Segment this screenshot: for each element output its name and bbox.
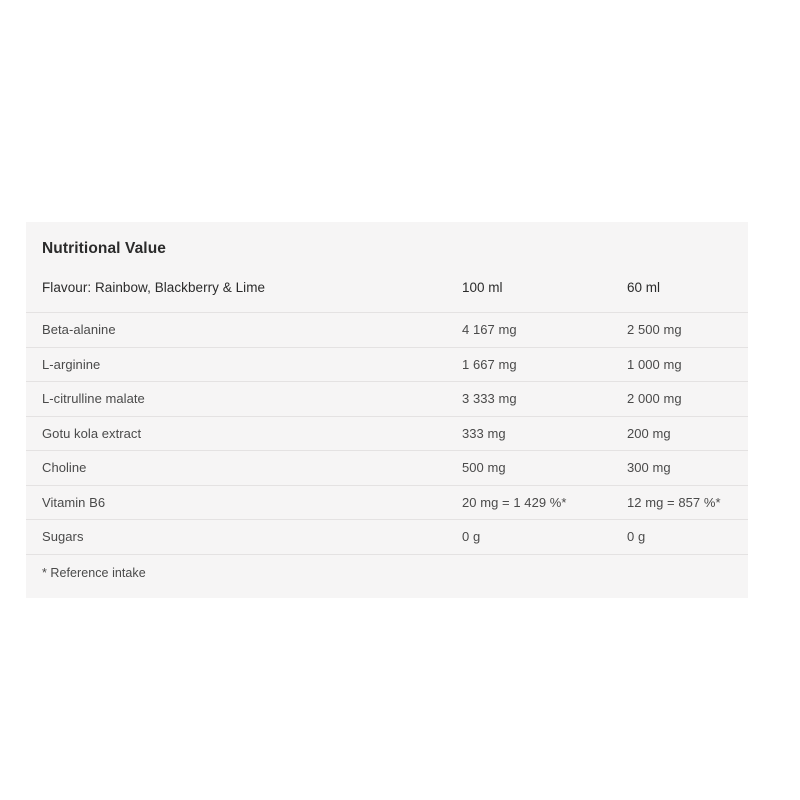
table-row	[26, 313, 748, 348]
reference-intake-footnote: * Reference intake	[26, 554, 748, 598]
table-body	[26, 313, 748, 554]
nutrition-table	[26, 272, 748, 554]
table-row	[26, 520, 748, 554]
page-title: Nutritional Value	[42, 240, 166, 257]
table-row	[26, 416, 748, 451]
row-value-100ml: 500 mg	[462, 460, 506, 476]
row-value-100ml: 333 mg	[462, 425, 506, 441]
table-row	[26, 451, 748, 486]
row-value-100ml: 20 mg = 1 429 %*	[462, 494, 567, 510]
row-value-60ml: 2 500 mg	[627, 322, 682, 338]
table-row	[26, 382, 748, 417]
column-header-flavour: Flavour: Rainbow, Blackberry & Lime	[42, 279, 266, 295]
row-value-60ml: 12 mg = 857 %*	[627, 494, 721, 510]
nutritional-value-panel	[26, 222, 748, 598]
row-label: Vitamin B6	[42, 494, 106, 510]
row-label: Gotu kola extract	[42, 425, 142, 441]
row-value-100ml: 0 g	[462, 529, 481, 545]
row-value-60ml: 1 000 mg	[627, 356, 682, 372]
table-header	[26, 272, 748, 313]
row-value-100ml: 1 667 mg	[462, 356, 517, 372]
row-value-60ml: 2 000 mg	[627, 391, 682, 407]
row-label: Sugars	[42, 529, 84, 545]
row-label: L-citrulline malate	[42, 391, 145, 407]
table-row	[26, 485, 748, 520]
row-label: Beta-alanine	[42, 322, 116, 338]
table-header-row	[26, 272, 748, 313]
row-value-60ml: 200 mg	[627, 425, 671, 441]
table-row	[26, 347, 748, 382]
column-header-60ml: 60 ml	[627, 279, 661, 295]
column-header-100ml: 100 ml	[462, 279, 503, 295]
row-value-60ml: 300 mg	[627, 460, 671, 476]
row-label: L-arginine	[42, 356, 101, 372]
row-value-60ml: 0 g	[627, 529, 646, 545]
row-value-100ml: 4 167 mg	[462, 322, 517, 338]
row-value-100ml: 3 333 mg	[462, 391, 517, 407]
row-label: Choline	[42, 460, 87, 476]
